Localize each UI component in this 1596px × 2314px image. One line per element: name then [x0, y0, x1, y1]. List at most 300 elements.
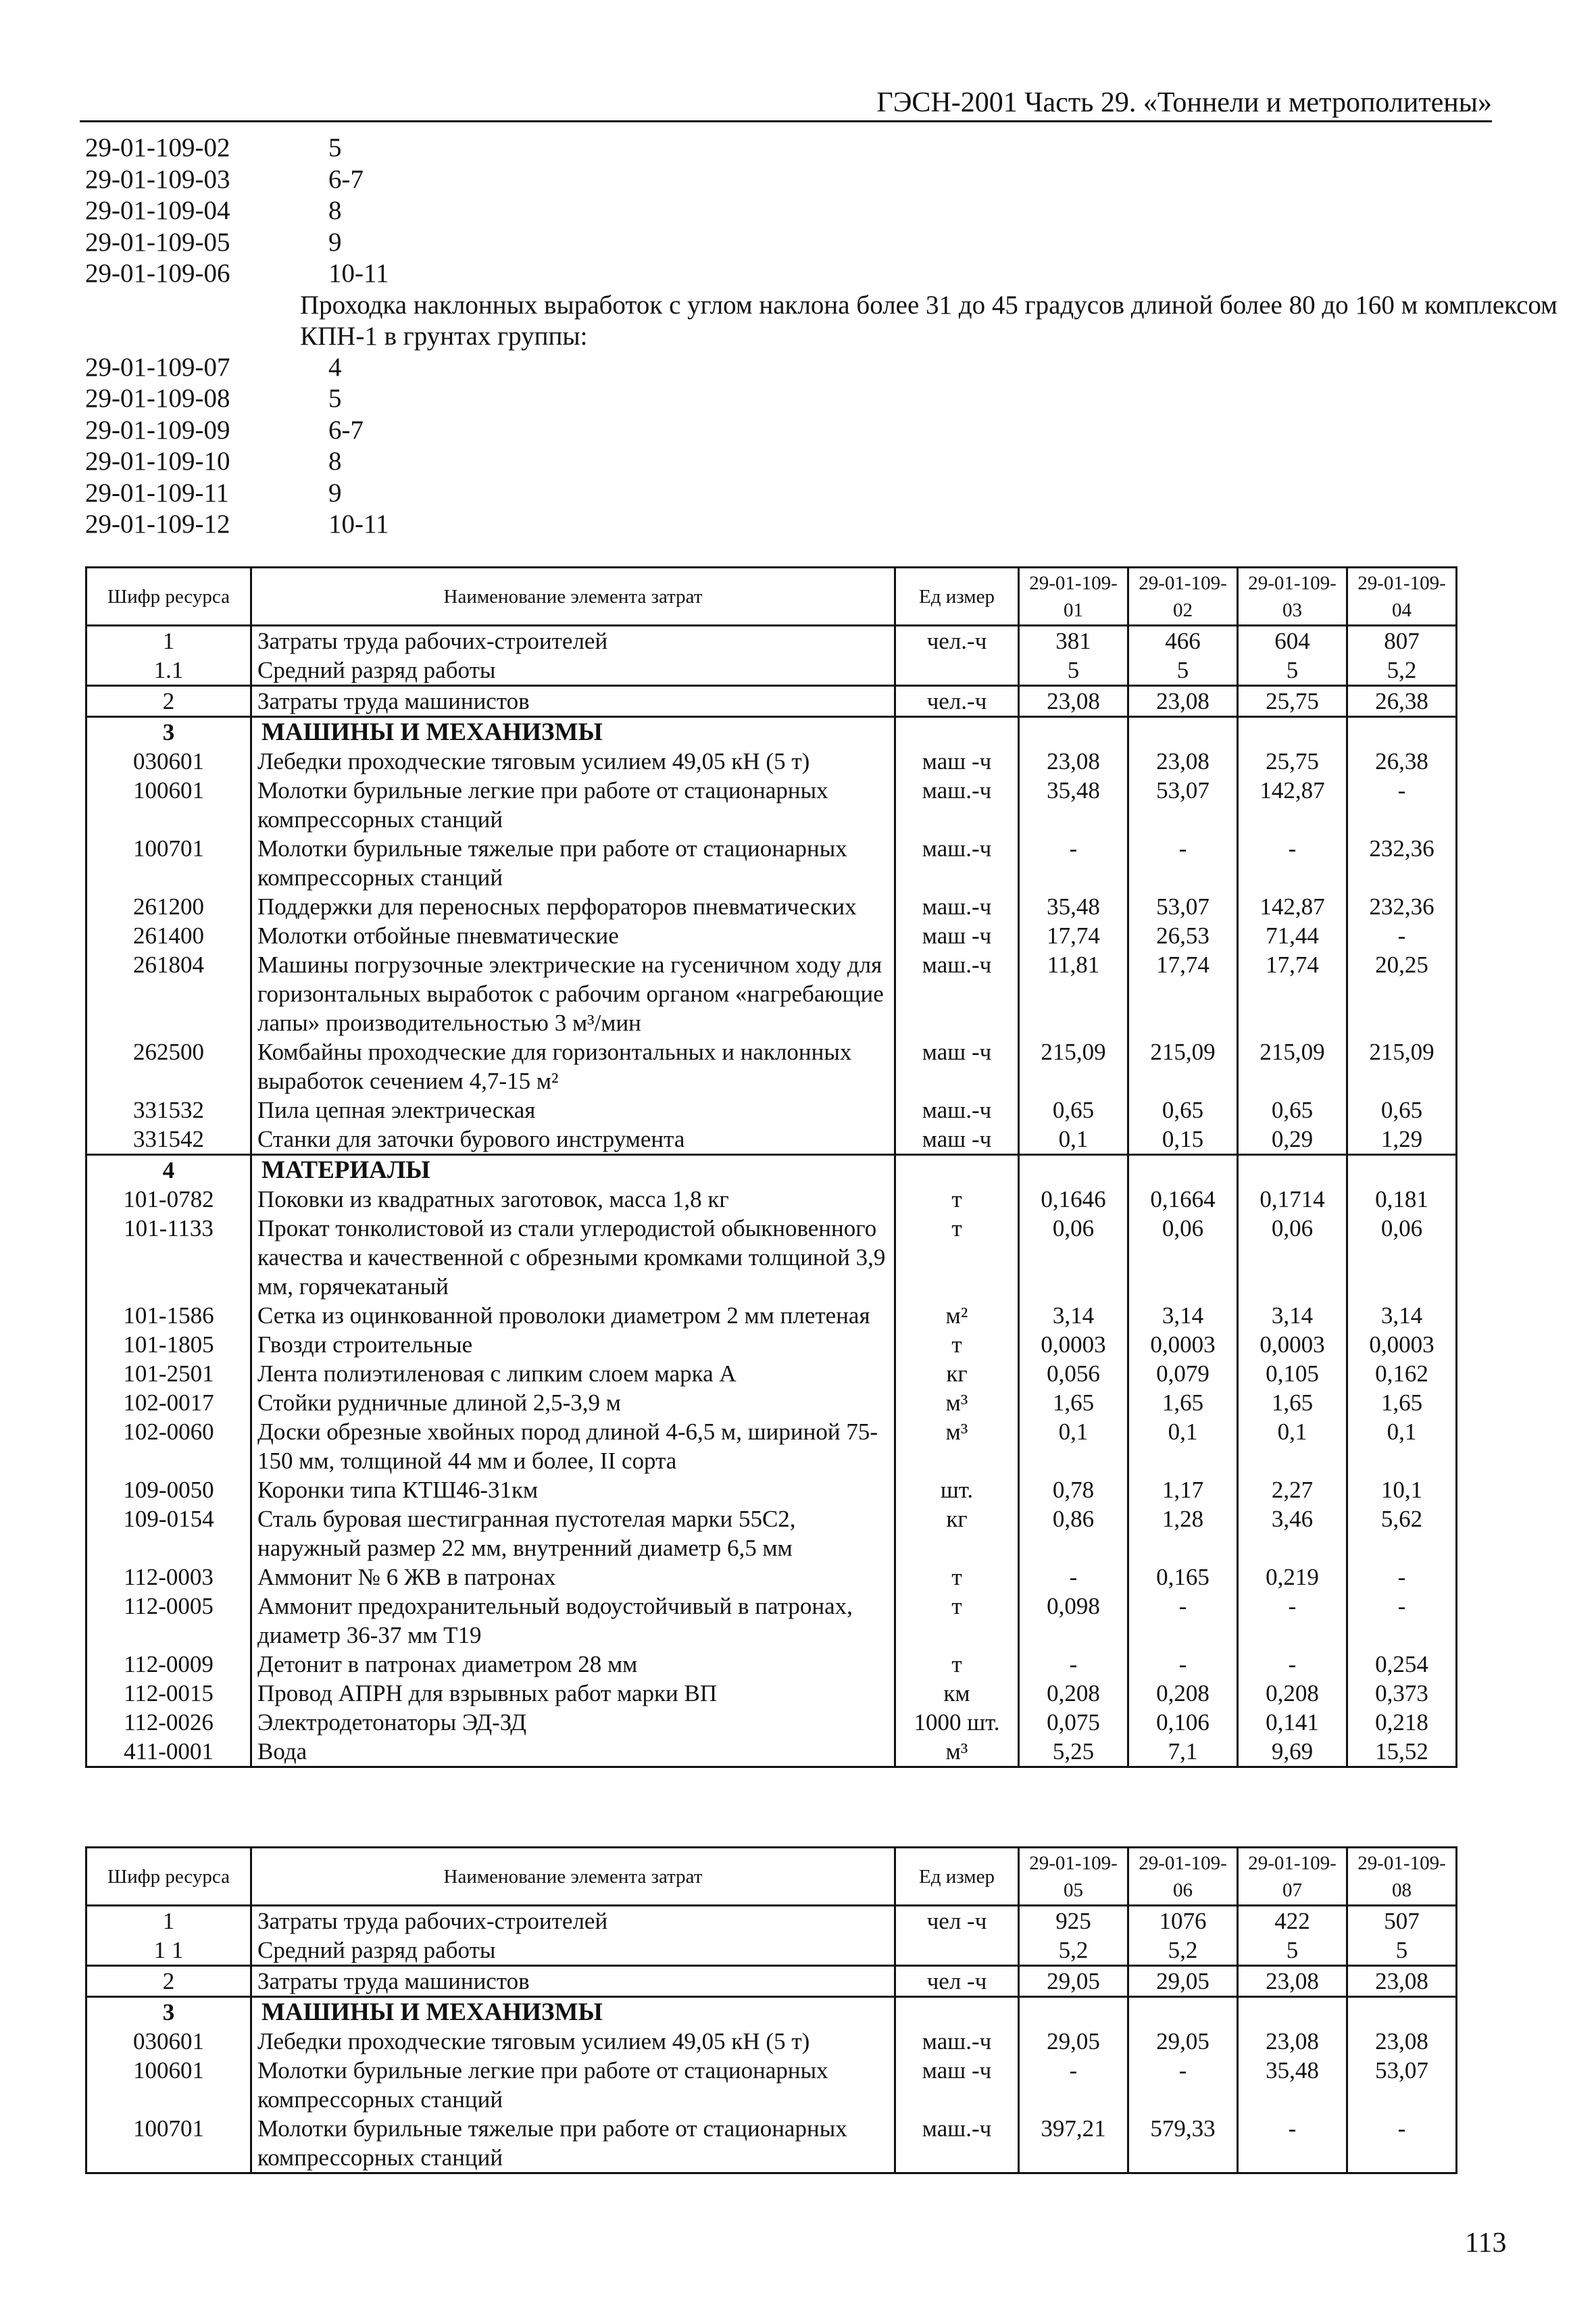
running-header: ГЭСН-2001 Часть 29. «Тоннели и метрополитены»	[80, 87, 1492, 122]
cost-element-name: Молотки отбойные пневматические	[251, 921, 895, 950]
table-row	[86, 1388, 1457, 1417]
resource-code: 030601	[86, 747, 251, 776]
cost-element-name: Доски обрезные хвойных пород длиной 4-6,5 м, шириной 75-150 мм, толщиной 44 мм и более, II сорта	[251, 1417, 895, 1475]
code-entry	[85, 446, 1584, 478]
unit-of-measure: м³	[895, 1417, 1019, 1475]
value-cell: 5	[1238, 656, 1347, 686]
resource-code: 100701	[86, 2114, 251, 2173]
value-cell: 0,141	[1238, 1708, 1347, 1737]
code-entry	[85, 478, 1584, 510]
resource-code: 100601	[86, 776, 251, 834]
cost-element-name: Машины погрузочные электрические на гусеничном ходу для горизонтальных выработок с рабочим органом «нагребающие лапы» производительностью 3 м³/мин	[251, 950, 895, 1037]
table-row	[86, 1592, 1457, 1650]
cost-element-name: Гвозди строительные	[251, 1330, 895, 1359]
norm-code: 29-01-109-12	[85, 510, 230, 539]
resource-code: 1.1	[86, 656, 251, 686]
cost-element-name: Коронки типа КТШ46-31км	[251, 1475, 895, 1504]
value-cell	[1347, 1155, 1457, 1185]
table-row	[86, 1214, 1457, 1301]
value-cell: 0,208	[1238, 1679, 1347, 1708]
cost-element-name: Сетка из оцинкованной проволоки диаметром 2 мм плетеная	[251, 1301, 895, 1330]
value-cell: 604	[1238, 626, 1347, 656]
value-cell: 0,373	[1347, 1679, 1457, 1708]
code-entry	[85, 258, 1584, 290]
value-cell: 5	[1347, 1936, 1457, 1966]
table-row	[86, 1330, 1457, 1359]
table-row	[86, 1906, 1457, 1936]
value-cell	[1347, 717, 1457, 747]
resource-code: 112-0009	[86, 1650, 251, 1679]
value-cell: 25,75	[1238, 686, 1347, 717]
unit-of-measure: т	[895, 1650, 1019, 1679]
value-cell	[1019, 717, 1128, 747]
cost-element-name: Молотки бурильные тяжелые при работе от стационарных компрессорных станций	[251, 834, 895, 892]
value-cell: 1,65	[1128, 1388, 1238, 1417]
value-cell: 0,1	[1128, 1417, 1238, 1475]
value-cell: 0,208	[1128, 1679, 1238, 1708]
cost-element-name: МАШИНЫ И МЕХАНИЗМЫ	[251, 1997, 895, 2027]
table-row	[86, 1679, 1457, 1708]
value-cell: 215,09	[1019, 1037, 1128, 1096]
norm-code: 29-01-109-04	[85, 196, 230, 225]
soil-group: 9	[328, 227, 342, 257]
norm-code: 29-01-109-05	[85, 227, 230, 257]
value-cell: 2,27	[1238, 1475, 1347, 1504]
value-cell: 215,09	[1238, 1037, 1347, 1096]
table-row	[86, 921, 1457, 950]
value-cell: 23,08	[1238, 2027, 1347, 2056]
value-cell	[1019, 1997, 1128, 2027]
value-cell: 23,08	[1128, 747, 1238, 776]
unit-of-measure: т	[895, 1185, 1019, 1214]
cost-element-name: Аммонит предохранительный водоустойчивый в патронах, диаметр 36-37 мм Т19	[251, 1592, 895, 1650]
value-cell: 507	[1347, 1906, 1457, 1936]
value-cell: 397,21	[1019, 2114, 1128, 2173]
value-cell: 17,74	[1238, 950, 1347, 1037]
norm-code: 29-01-109-07	[85, 352, 230, 382]
resource-code: 101-1586	[86, 1301, 251, 1330]
value-cell: 0,0003	[1019, 1330, 1128, 1359]
value-cell: 0,06	[1128, 1214, 1238, 1301]
resource-table-1	[85, 566, 1457, 1768]
value-cell: 232,36	[1347, 834, 1457, 892]
resource-code: 112-0026	[86, 1708, 251, 1737]
cost-element-name: Детонит в патронах диаметром 28 мм	[251, 1650, 895, 1679]
table-row	[86, 2114, 1457, 2173]
value-cell: 0,219	[1238, 1562, 1347, 1592]
value-cell: -	[1019, 1650, 1128, 1679]
cost-element-name: Провод АПРН для взрывных работ марки ВП	[251, 1679, 895, 1708]
table-row	[86, 1185, 1457, 1214]
norm-code: 29-01-109-09	[85, 415, 230, 445]
unit-of-measure: шт.	[895, 1475, 1019, 1504]
value-cell	[1128, 1155, 1238, 1185]
value-cell: 29,05	[1128, 1966, 1238, 1997]
table-row	[86, 1417, 1457, 1475]
value-cell: 925	[1019, 1906, 1128, 1936]
cost-element-name: Поковки из квадратных заготовок, масса 1,8 кг	[251, 1185, 895, 1214]
value-cell: 17,74	[1128, 950, 1238, 1037]
norm-code: 29-01-109-06	[85, 259, 230, 288]
cost-element-name: Молотки бурильные тяжелые при работе от стационарных компрессорных станций	[251, 2114, 895, 2173]
value-cell: -	[1347, 1562, 1457, 1592]
table-row	[86, 950, 1457, 1037]
value-cell: 5,25	[1019, 1737, 1128, 1767]
resource-code: 102-0060	[86, 1417, 251, 1475]
value-cell: 0,165	[1128, 1562, 1238, 1592]
value-cell: 5,2	[1128, 1936, 1238, 1966]
unit-of-measure: кг	[895, 1359, 1019, 1388]
value-cell: 1076	[1128, 1906, 1238, 1936]
header-col-1: 29-01-109-05	[1019, 1848, 1128, 1906]
value-cell: 215,09	[1128, 1037, 1238, 1096]
value-cell	[1238, 1997, 1347, 2027]
value-cell: 381	[1019, 626, 1128, 656]
unit-of-measure: маш -ч	[895, 2056, 1019, 2114]
value-cell: 29,05	[1128, 2027, 1238, 2056]
value-cell: 15,52	[1347, 1737, 1457, 1767]
value-cell: 20,25	[1347, 950, 1457, 1037]
unit-of-measure: маш.-ч	[895, 834, 1019, 892]
code-list	[85, 132, 1584, 541]
resource-code: 112-0003	[86, 1562, 251, 1592]
cost-element-name: Прокат тонколистовой из стали углеродистой обыкновенного качества и качественной с обрезными кромками толщиной 3,9 мм, горячекатаный	[251, 1214, 895, 1301]
cost-element-name: Аммонит № 6 ЖВ в патронах	[251, 1562, 895, 1592]
table-row	[86, 776, 1457, 834]
cost-element-name: Средний разряд работы	[251, 656, 895, 686]
cost-element-name: Сталь буровая шестигранная пустотелая марки 55С2, наружный размер 22 мм, внутренний диаметр 6,5 мм	[251, 1504, 895, 1562]
value-cell: 23,08	[1238, 1966, 1347, 1997]
table-row	[86, 1504, 1457, 1562]
soil-group: 5	[328, 133, 342, 162]
resource-code: 101-1133	[86, 1214, 251, 1301]
value-cell: 0,162	[1347, 1359, 1457, 1388]
unit-of-measure: маш -ч	[895, 1037, 1019, 1096]
table-row	[86, 1650, 1457, 1679]
unit-of-measure	[895, 1936, 1019, 1966]
header-col-4: 29-01-109-04	[1347, 568, 1457, 626]
cost-element-name: Затраты труда машинистов	[251, 1966, 895, 1997]
value-cell: 0,65	[1238, 1096, 1347, 1125]
value-cell: 0,1	[1019, 1417, 1128, 1475]
value-cell: 0,056	[1019, 1359, 1128, 1388]
value-cell: 53,07	[1128, 892, 1238, 921]
value-cell: 35,48	[1238, 2056, 1347, 2114]
code-entry	[85, 509, 1584, 541]
value-cell: 23,08	[1128, 686, 1238, 717]
header-name: Наименование элемента затрат	[251, 1848, 895, 1906]
unit-of-measure: маш.-ч	[895, 2114, 1019, 2173]
resource-code: 1	[86, 1906, 251, 1936]
value-cell: 807	[1347, 626, 1457, 656]
value-cell	[1238, 1155, 1347, 1185]
value-cell: 579,33	[1128, 2114, 1238, 2173]
cost-element-name: Поддержки для переносных перфораторов пневматических	[251, 892, 895, 921]
value-cell: 3,14	[1347, 1301, 1457, 1330]
table-row	[86, 834, 1457, 892]
value-cell: 0,1	[1347, 1417, 1457, 1475]
resource-code: 2	[86, 686, 251, 717]
soil-group: 8	[328, 447, 342, 476]
value-cell: 35,48	[1019, 892, 1128, 921]
value-cell: -	[1019, 834, 1128, 892]
value-cell: 0,208	[1019, 1679, 1128, 1708]
unit-of-measure	[895, 1997, 1019, 2027]
code-entry	[85, 195, 1584, 227]
code-list-group-1	[85, 132, 1584, 290]
value-cell: 1,17	[1128, 1475, 1238, 1504]
value-cell: 3,14	[1019, 1301, 1128, 1330]
table-row	[86, 1125, 1457, 1155]
value-cell: 142,87	[1238, 892, 1347, 921]
resource-code: 112-0005	[86, 1592, 251, 1650]
unit-of-measure	[895, 1155, 1019, 1185]
value-cell	[1019, 1155, 1128, 1185]
value-cell: 3,14	[1238, 1301, 1347, 1330]
value-cell: 1,65	[1347, 1388, 1457, 1417]
unit-of-measure: м²	[895, 1301, 1019, 1330]
table-row	[86, 686, 1457, 717]
value-cell: -	[1128, 834, 1238, 892]
value-cell: 0,06	[1347, 1214, 1457, 1301]
value-cell: 232,36	[1347, 892, 1457, 921]
code-entry	[85, 352, 1584, 384]
value-cell: 0,0003	[1347, 1330, 1457, 1359]
value-cell: 26,38	[1347, 747, 1457, 776]
cost-element-name: Комбайны проходческие для горизонтальных и наклонных выработок сечением 4,7-15 м²	[251, 1037, 895, 1096]
unit-of-measure: маш.-ч	[895, 892, 1019, 921]
resource-code: 411-0001	[86, 1737, 251, 1767]
value-cell: 0,06	[1019, 1214, 1128, 1301]
table-row	[86, 1966, 1457, 1997]
unit-of-measure: маш.-ч	[895, 776, 1019, 834]
resource-code: 1	[86, 626, 251, 656]
value-cell: 1,65	[1019, 1388, 1128, 1417]
norm-code: 29-01-109-10	[85, 447, 230, 476]
resource-code: 101-2501	[86, 1359, 251, 1388]
cost-element-name: Лента полиэтиленовая с липким слоем марка А	[251, 1359, 895, 1388]
value-cell: 5	[1238, 1936, 1347, 1966]
header-col-2: 29-01-109-06	[1128, 1848, 1238, 1906]
resource-table-2	[85, 1846, 1457, 2174]
value-cell: 3,14	[1128, 1301, 1238, 1330]
norm-code: 29-01-109-03	[85, 164, 230, 194]
value-cell: 11,81	[1019, 950, 1128, 1037]
value-cell	[1128, 1997, 1238, 2027]
cost-element-name: МАШИНЫ И МЕХАНИЗМЫ	[251, 717, 895, 747]
value-cell: 23,08	[1019, 747, 1128, 776]
value-cell: 0,254	[1347, 1650, 1457, 1679]
unit-of-measure: км	[895, 1679, 1019, 1708]
header-code: Шифр ресурса	[86, 1848, 251, 1906]
resource-code: 2	[86, 1966, 251, 1997]
value-cell: 0,1714	[1238, 1185, 1347, 1214]
resource-code: 101-1805	[86, 1330, 251, 1359]
value-cell	[1128, 717, 1238, 747]
resource-code: 101-0782	[86, 1185, 251, 1214]
table-row	[86, 1737, 1457, 1767]
resource-code: 261200	[86, 892, 251, 921]
value-cell: 1,65	[1238, 1388, 1347, 1417]
value-cell: 0,1646	[1019, 1185, 1128, 1214]
unit-of-measure: чел -ч	[895, 1906, 1019, 1936]
header-col-3: 29-01-109-07	[1238, 1848, 1347, 1906]
value-cell: 23,08	[1019, 686, 1128, 717]
value-cell: 5,62	[1347, 1504, 1457, 1562]
code-entry	[85, 164, 1584, 196]
code-entry	[85, 383, 1584, 415]
table-row	[86, 1708, 1457, 1737]
soil-group: 8	[328, 196, 342, 225]
resource-code: 331532	[86, 1096, 251, 1125]
cost-element-name: Молотки бурильные легкие при работе от стационарных компрессорных станций	[251, 2056, 895, 2114]
cost-element-name: Лебедки проходческие тяговым усилием 49,05 кН (5 т)	[251, 747, 895, 776]
unit-of-measure: кг	[895, 1504, 1019, 1562]
cost-element-name: Затраты труда рабочих-строителей	[251, 626, 895, 656]
unit-of-measure	[895, 717, 1019, 747]
value-cell: 0,079	[1128, 1359, 1238, 1388]
cost-element-name: Средний разряд работы	[251, 1936, 895, 1966]
resource-code: 262500	[86, 1037, 251, 1096]
value-cell: 71,44	[1238, 921, 1347, 950]
resource-code: 100701	[86, 834, 251, 892]
unit-of-measure: чел.-ч	[895, 626, 1019, 656]
header-unit: Ед измер	[895, 1848, 1019, 1906]
value-cell: -	[1019, 1562, 1128, 1592]
value-cell: -	[1128, 1650, 1238, 1679]
resource-code: 102-0017	[86, 1388, 251, 1417]
value-cell: -	[1347, 776, 1457, 834]
value-cell: 0,218	[1347, 1708, 1457, 1737]
value-cell: 0,105	[1238, 1359, 1347, 1388]
resource-code: 112-0015	[86, 1679, 251, 1708]
resource-code: 030601	[86, 2027, 251, 2056]
value-cell: -	[1347, 1592, 1457, 1650]
unit-of-measure: маш -ч	[895, 747, 1019, 776]
value-cell: 1,28	[1128, 1504, 1238, 1562]
table-row	[86, 656, 1457, 686]
value-cell: -	[1128, 2056, 1238, 2114]
value-cell: 0,78	[1019, 1475, 1128, 1504]
value-cell: 53,07	[1128, 776, 1238, 834]
page-number: 113	[1465, 2227, 1507, 2259]
cost-element-name: Затраты труда машинистов	[251, 686, 895, 717]
header-col-2: 29-01-109-02	[1128, 568, 1238, 626]
resource-code: 4	[86, 1155, 251, 1185]
value-cell: 1,29	[1347, 1125, 1457, 1155]
value-cell: 29,05	[1019, 2027, 1128, 2056]
resource-code: 261804	[86, 950, 251, 1037]
value-cell: 10,1	[1347, 1475, 1457, 1504]
value-cell: 0,1	[1019, 1125, 1128, 1155]
value-cell: 0,075	[1019, 1708, 1128, 1737]
soil-group: 9	[328, 478, 342, 508]
value-cell: -	[1019, 2056, 1128, 2114]
header-name: Наименование элемента затрат	[251, 568, 895, 626]
resource-code: 3	[86, 717, 251, 747]
table-row	[86, 1359, 1457, 1388]
value-cell: 0,65	[1347, 1096, 1457, 1125]
code-entry	[85, 415, 1584, 447]
value-cell: 0,181	[1347, 1185, 1457, 1214]
code-entry	[85, 132, 1584, 164]
header-col-4: 29-01-109-08	[1347, 1848, 1457, 1906]
value-cell	[1347, 1997, 1457, 2027]
value-cell: 0,86	[1019, 1504, 1128, 1562]
resource-code: 3	[86, 1997, 251, 2027]
value-cell: 53,07	[1347, 2056, 1457, 2114]
value-cell: 3,46	[1238, 1504, 1347, 1562]
resource-code: 261400	[86, 921, 251, 950]
value-cell: 0,1664	[1128, 1185, 1238, 1214]
cost-element-name: Лебедки проходческие тяговым усилием 49,05 кН (5 т)	[251, 2027, 895, 2056]
value-cell: 0,098	[1019, 1592, 1128, 1650]
unit-of-measure	[895, 656, 1019, 686]
value-cell: 9,69	[1238, 1737, 1347, 1767]
soil-group: 10-11	[328, 259, 389, 288]
unit-of-measure: т	[895, 1562, 1019, 1592]
cost-element-name: Затраты труда рабочих-строителей	[251, 1906, 895, 1936]
table-row	[86, 1936, 1457, 1966]
cost-element-name: Пила цепная электрическая	[251, 1096, 895, 1125]
value-cell: 26,38	[1347, 686, 1457, 717]
value-cell: -	[1238, 834, 1347, 892]
value-cell: 422	[1238, 1906, 1347, 1936]
table-row	[86, 626, 1457, 656]
value-cell: 142,87	[1238, 776, 1347, 834]
unit-of-measure: маш -ч	[895, 921, 1019, 950]
unit-of-measure: т	[895, 1592, 1019, 1650]
subsection-heading: Проходка наклонных выработок с углом наклона более 31 до 45 градусов длиной более 80 до 160 м комплексом КПН-1 в грунтах группы:	[300, 290, 1557, 351]
unit-of-measure: чел.-ч	[895, 686, 1019, 717]
norm-code: 29-01-109-11	[85, 478, 230, 508]
header-col-3: 29-01-109-03	[1238, 568, 1347, 626]
soil-group: 5	[328, 384, 342, 413]
cost-element-name: Станки для заточки бурового инструмента	[251, 1125, 895, 1155]
table-row	[86, 1475, 1457, 1504]
code-list-group-2	[85, 352, 1584, 541]
value-cell: 5,2	[1347, 656, 1457, 686]
value-cell: 26,53	[1128, 921, 1238, 950]
value-cell: 25,75	[1238, 747, 1347, 776]
value-cell: 7,1	[1128, 1737, 1238, 1767]
unit-of-measure: маш -ч	[895, 1125, 1019, 1155]
cost-element-name: Вода	[251, 1737, 895, 1767]
value-cell: -	[1347, 2114, 1457, 2173]
table-row	[86, 1037, 1457, 1096]
value-cell: -	[1238, 2114, 1347, 2173]
value-cell: 17,74	[1019, 921, 1128, 950]
value-cell: 5	[1019, 656, 1128, 686]
value-cell: 35,48	[1019, 776, 1128, 834]
cost-element-name: Молотки бурильные легкие при работе от стационарных компрессорных станций	[251, 776, 895, 834]
cost-element-name: Электродетонаторы ЭД-ЗД	[251, 1708, 895, 1737]
value-cell: 0,1	[1238, 1417, 1347, 1475]
value-cell: 0,0003	[1238, 1330, 1347, 1359]
unit-of-measure: маш.-ч	[895, 950, 1019, 1037]
value-cell	[1238, 717, 1347, 747]
value-cell: 23,08	[1347, 2027, 1457, 2056]
unit-of-measure: чел -ч	[895, 1966, 1019, 1997]
value-cell: -	[1347, 921, 1457, 950]
value-cell: -	[1238, 1650, 1347, 1679]
table-row	[86, 1155, 1457, 1185]
table-row	[86, 892, 1457, 921]
unit-of-measure: т	[895, 1214, 1019, 1301]
table-row	[86, 2027, 1457, 2056]
norm-code: 29-01-109-02	[85, 133, 230, 162]
value-cell: 466	[1128, 626, 1238, 656]
